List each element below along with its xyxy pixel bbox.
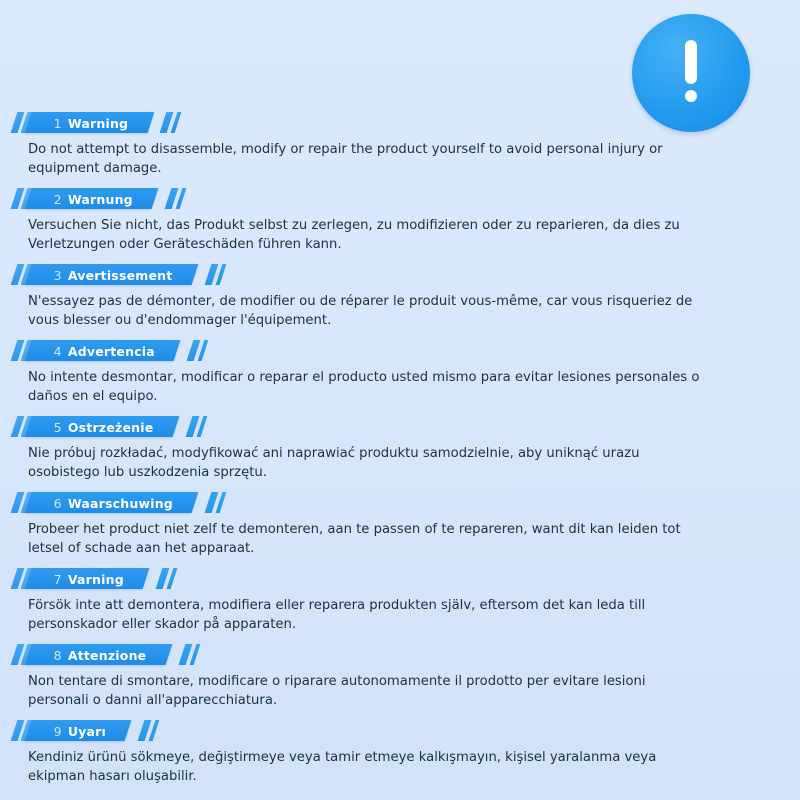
warning-title: Advertencia <box>67 344 155 359</box>
warning-text: Non tentare di smontare, modificare o riparare autonomamente il prodotto per evitare lesioni personali o danni all'apparecchiatura. <box>28 674 646 708</box>
warning-title: Varning <box>67 572 124 587</box>
warning-number: 9 <box>53 724 62 739</box>
warning-item <box>28 492 728 558</box>
warning-list <box>28 112 728 796</box>
warning-text: Do not attempt to disassemble, modify or repair the product yourself to avoid personal injury or equipment damage. <box>28 142 663 176</box>
warning-title: Waarschuwing <box>67 496 173 511</box>
warning-text: Försök inte att demontera, modifiera eller reparera produkten själv, eftersom det kan leda till personskador eller skador på apparaten. <box>28 598 646 632</box>
warning-banner <box>28 112 728 134</box>
warning-number: 6 <box>53 496 62 511</box>
warning-banner <box>28 188 728 210</box>
warning-banner-body <box>25 340 181 361</box>
warning-banner-body <box>25 492 199 513</box>
warning-number: 5 <box>53 420 62 435</box>
warning-item <box>28 720 728 786</box>
warning-banner <box>28 492 728 514</box>
warning-banner <box>28 264 728 286</box>
warning-banner-body <box>25 644 173 665</box>
warning-number: 3 <box>53 268 62 283</box>
warning-title: Uyarı <box>67 724 107 739</box>
warning-title: Warnung <box>67 192 133 207</box>
warning-number: 8 <box>53 648 62 663</box>
warning-text: Kendiniz ürünü sökmeye, değiştirmeye veya tamir etmeye kalkışmayın, kişisel yaralanma veya ekipman hasarı oluşabilir. <box>28 750 657 784</box>
warning-banner <box>28 568 728 590</box>
banner-slice-icon <box>171 112 182 133</box>
warning-number: 1 <box>53 116 62 131</box>
warning-number: 2 <box>53 192 62 207</box>
warning-text: N'essayez pas de démonter, de modifier ou de réparer le produit vous-même, car vous risqueriez de vous blesser ou d'endommager l'équipement. <box>28 294 693 328</box>
warning-banner-body <box>25 568 150 589</box>
warning-item <box>28 188 728 254</box>
exclamation-dot <box>685 90 697 102</box>
warning-title: Avertissement <box>67 268 173 283</box>
warning-item <box>28 340 728 406</box>
warning-banner-body <box>25 188 159 209</box>
warning-item <box>28 416 728 482</box>
warning-banner-body <box>25 264 199 285</box>
warning-banner <box>28 720 728 742</box>
warning-banner <box>28 340 728 362</box>
warning-banner-body <box>25 112 154 133</box>
warning-banner <box>28 644 728 666</box>
warning-title: Warning <box>67 116 129 131</box>
warning-text: Probeer het product niet zelf te demonteren, aan te passen of te repareren, want dit kan leiden tot letsel of schade aan het apparaat. <box>28 522 681 556</box>
warning-banner-body <box>25 416 180 437</box>
warning-item <box>28 112 728 178</box>
warning-text: No intente desmontar, modificar o reparar el producto usted mismo para evitar lesiones personales o daños en el equipo. <box>28 370 700 404</box>
warning-number: 7 <box>53 572 62 587</box>
warning-item <box>28 568 728 634</box>
warning-item <box>28 264 728 330</box>
warning-text: Versuchen Sie nicht, das Produkt selbst zu zerlegen, zu modifizieren oder zu reparieren, da dies zu Verletzungen oder Geräteschäden führen kann. <box>28 218 680 252</box>
warning-banner-body <box>25 720 132 741</box>
warning-text: Nie próbuj rozkładać, modyfikować ani naprawiać produktu samodzielnie, aby uniknąć urazu osobistego lub uszkodzenia sprzętu. <box>28 446 640 480</box>
warning-number: 4 <box>53 344 62 359</box>
warning-title: Attenzione <box>67 648 147 663</box>
warning-banner <box>28 416 728 438</box>
warning-item <box>28 644 728 710</box>
exclamation-bar <box>685 40 697 84</box>
warning-title: Ostrzeżenie <box>67 420 154 435</box>
